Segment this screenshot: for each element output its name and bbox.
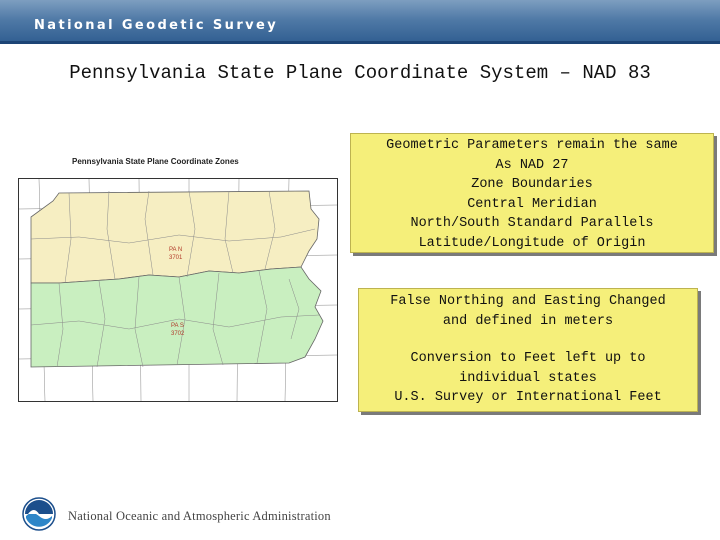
box2-line: False Northing and Easting Changed [390,294,666,309]
spacer [359,331,697,349]
box2-line: Conversion to Feet left up to [410,351,646,366]
box1-line: Zone Boundaries [471,177,593,192]
north-zone-label: PA N [169,247,183,253]
header-bar [0,0,720,44]
south-zone [31,267,323,367]
footer-agency-name: National Oceanic and Atmospheric Administration [68,509,331,523]
box1-line: Latitude/Longitude of Origin [418,235,646,251]
south-zone-code: 3702 [171,331,185,337]
box1-line: Geometric Parameters remain the same [386,138,678,153]
map-svg [19,179,337,401]
box2-line: U.S. Survey or International Feet [394,390,662,405]
south-zone-label: PA S [171,323,184,329]
box1-line: As NAD 27 [495,157,569,173]
map-frame [18,178,338,402]
header-stripe [0,41,720,44]
box2-line: individual states [459,370,597,386]
box2-line: and defined in meters [442,313,614,329]
box1-line: North/South Standard Parallels [410,216,654,231]
false-northing-box [358,288,698,412]
pa-zone-map [12,150,348,408]
header-title: National Geodetic Survey [34,18,279,33]
slide-title: Pennsylvania State Plane Coordinate System – NAD 83 [69,62,651,84]
map-title: Pennsylvania State Plane Coordinate Zones [72,157,239,166]
box1-line: Central Meridian [467,196,597,212]
north-zone-code: 3701 [169,255,183,261]
noaa-logo-icon [22,497,56,531]
geometric-parameters-box [350,133,714,253]
